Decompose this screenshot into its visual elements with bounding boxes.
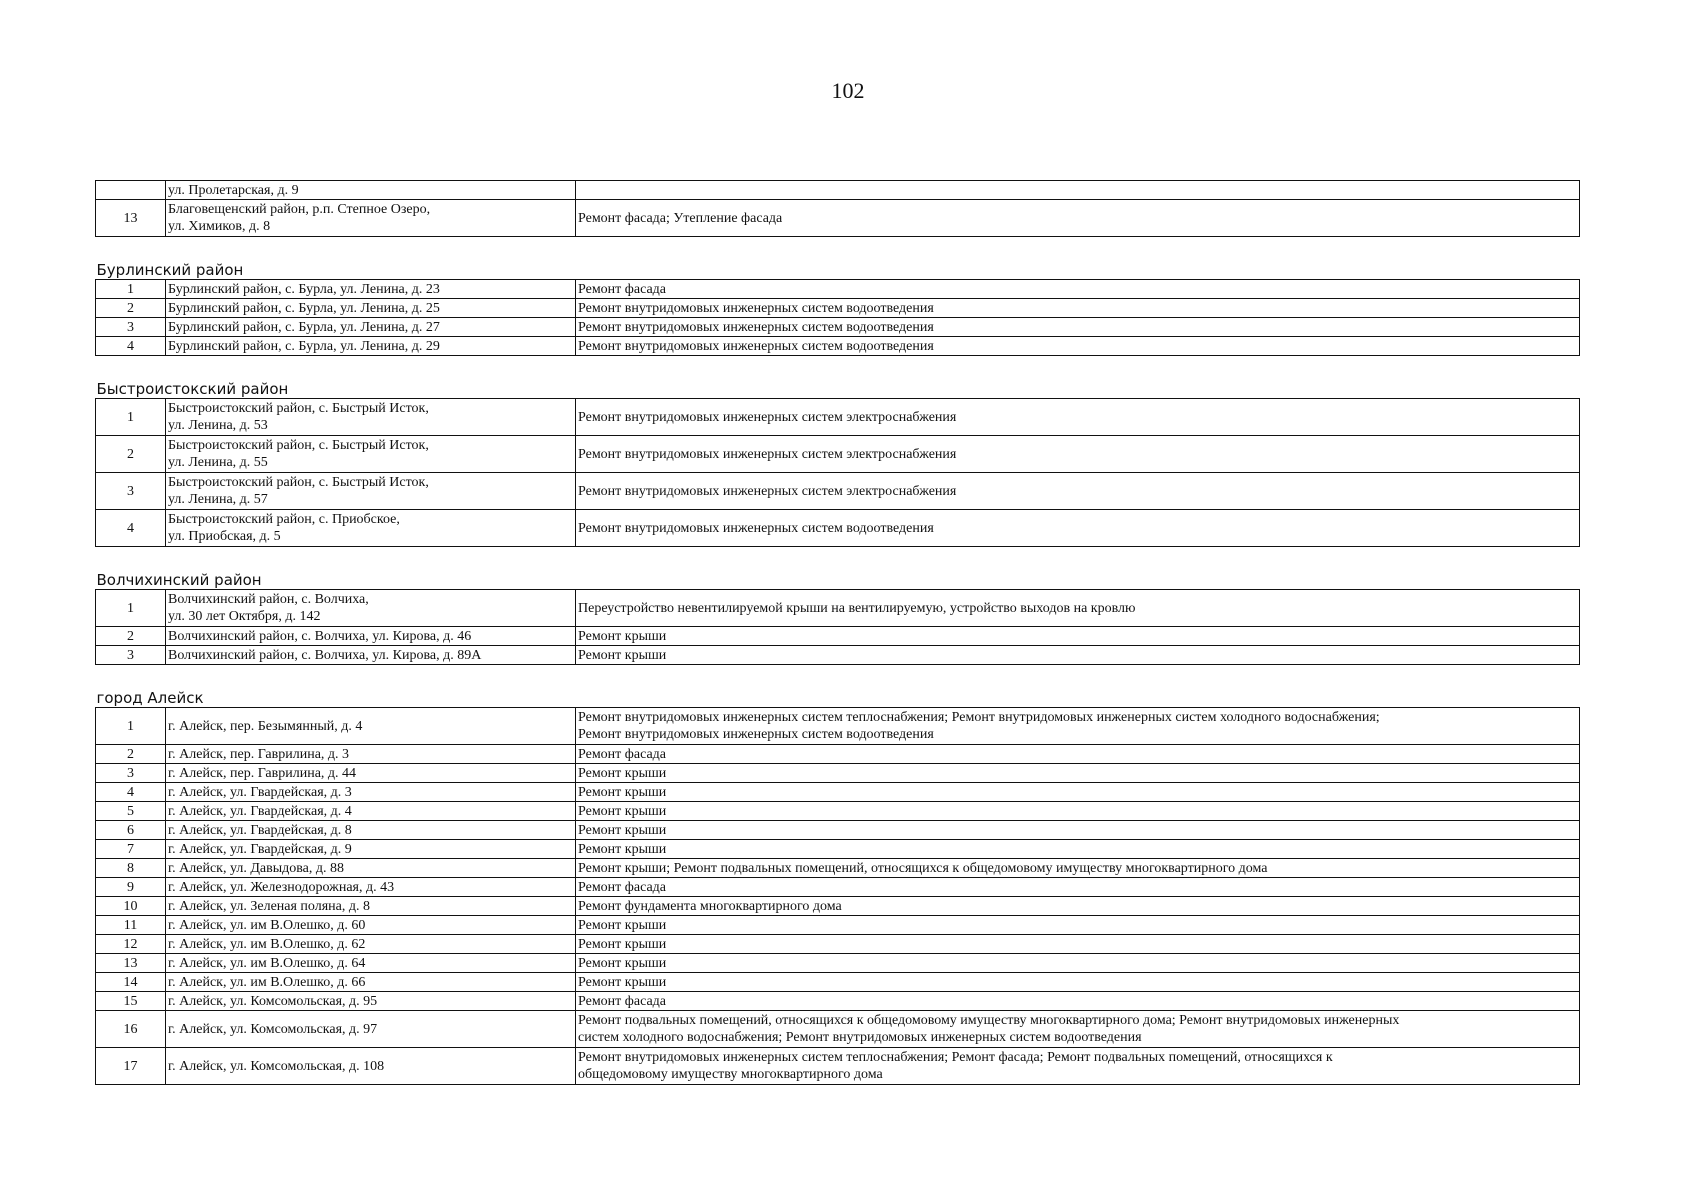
row-number: 3 [96,646,166,665]
row-work-type [576,181,1580,200]
row-number: 12 [96,935,166,954]
row-number: 11 [96,916,166,935]
row-work-type: Ремонт подвальных помещений, относящихся к общедомовому имуществу многоквартирного дома; Ремонт внутридомовых инженерных систем холодного водоснабжения; Ремонт внутридомовых инженерных систем водоотведения [576,1011,1580,1048]
row-work-type: Ремонт крыши [576,840,1580,859]
row-work-type: Ремонт внутридомовых инженерных систем электроснабжения [576,473,1580,510]
table-row [96,473,1580,510]
table-row [96,590,1580,627]
row-number [96,181,166,200]
row-work-type: Ремонт крыши [576,802,1580,821]
row-address: г. Алейск, ул. им В.Олешко, д. 64 [166,954,576,973]
row-number: 1 [96,708,166,745]
row-work-type: Ремонт крыши [576,646,1580,665]
row-address: г. Алейск, пер. Гаврилина, д. 44 [166,764,576,783]
row-address: Бурлинский район, с. Бурла, ул. Ленина, д. 29 [166,337,576,356]
row-work-type: Ремонт внутридомовых инженерных систем водоотведения [576,299,1580,318]
table-row [96,510,1580,547]
row-number: 13 [96,200,166,237]
row-work-type: Ремонт крыши [576,627,1580,646]
row-work-type: Ремонт внутридомовых инженерных систем электроснабжения [576,436,1580,473]
row-work-type: Ремонт крыши [576,935,1580,954]
page-number: 102 [831,78,865,103]
row-number: 1 [96,590,166,627]
row-work-type: Ремонт фасада [576,878,1580,897]
row-work-type: Переустройство невентилируемой крыши на вентилируемую, устройство выходов на кровлю [576,590,1580,627]
row-address: г. Алейск, ул. Комсомольская, д. 97 [166,1011,576,1048]
table-row [96,764,1580,783]
section-heading-row [96,356,1580,399]
row-work-type: Ремонт внутридомовых инженерных систем теплоснабжения; Ремонт фасада; Ремонт подвальных помещений, относящихся к общедомовому имуществу многоквартирного дома [576,1048,1580,1085]
row-number: 13 [96,954,166,973]
table-row [96,318,1580,337]
section-heading-row [96,665,1580,708]
row-number: 1 [96,280,166,299]
row-address: Быстроистокский район, с. Быстрый Исток, ул. Ленина, д. 53 [166,399,576,436]
table-row [96,627,1580,646]
row-address: ул. Пролетарская, д. 9 [166,181,576,200]
row-address: г. Алейск, ул. им В.Олешко, д. 60 [166,916,576,935]
row-work-type: Ремонт крыши [576,916,1580,935]
row-number: 9 [96,878,166,897]
row-address: г. Алейск, ул. Зеленая поляна, д. 8 [166,897,576,916]
row-number: 7 [96,840,166,859]
row-address: Бурлинский район, с. Бурла, ул. Ленина, д. 25 [166,299,576,318]
section-title: Быстроистокский район [96,356,1580,399]
table-row [96,973,1580,992]
table-row [96,337,1580,356]
table-row [96,646,1580,665]
section-title: город Алейск [96,665,1580,708]
row-number: 3 [96,473,166,510]
row-number: 5 [96,802,166,821]
row-address: г. Алейск, ул. Железнодорожная, д. 43 [166,878,576,897]
table-row [96,916,1580,935]
row-work-type: Ремонт крыши [576,973,1580,992]
table-row [96,992,1580,1011]
row-number: 3 [96,764,166,783]
row-number: 3 [96,318,166,337]
repair-list-table [95,180,1580,1085]
row-work-type: Ремонт фасада; Утепление фасада [576,200,1580,237]
row-work-type: Ремонт внутридомовых инженерных систем водоотведения [576,318,1580,337]
row-work-type: Ремонт фасада [576,992,1580,1011]
row-work-type: Ремонт фасада [576,280,1580,299]
row-number: 16 [96,1011,166,1048]
table-row [96,859,1580,878]
row-work-type: Ремонт фасада [576,745,1580,764]
row-number: 2 [96,436,166,473]
row-work-type: Ремонт внутридомовых инженерных систем теплоснабжения; Ремонт внутридомовых инженерных систем холодного водоснабжения; Ремонт внутридомовых инженерных систем водоотведения [576,708,1580,745]
row-address: г. Алейск, ул. им В.Олешко, д. 62 [166,935,576,954]
row-address: Волчихинский район, с. Волчиха, ул. 30 лет Октября, д. 142 [166,590,576,627]
table-row [96,181,1580,200]
table-row [96,878,1580,897]
row-number: 2 [96,627,166,646]
row-address: г. Алейск, ул. Гвардейская, д. 4 [166,802,576,821]
row-address: Быстроистокский район, с. Приобское, ул. Приобская, д. 5 [166,510,576,547]
row-address: Быстроистокский район, с. Быстрый Исток, ул. Ленина, д. 57 [166,473,576,510]
table-row [96,1048,1580,1085]
row-work-type: Ремонт крыши; Ремонт подвальных помещений, относящихся к общедомовому имуществу многоквартирного дома [576,859,1580,878]
row-address: г. Алейск, ул. Гвардейская, д. 3 [166,783,576,802]
row-number: 2 [96,745,166,764]
row-number: 10 [96,897,166,916]
table-row [96,745,1580,764]
row-number: 17 [96,1048,166,1085]
row-work-type: Ремонт фундамента многоквартирного дома [576,897,1580,916]
row-work-type: Ремонт внутридомовых инженерных систем водоотведения [576,510,1580,547]
row-address: Быстроистокский район, с. Быстрый Исток, ул. Ленина, д. 55 [166,436,576,473]
table-row [96,954,1580,973]
row-address: г. Алейск, пер. Безымянный, д. 4 [166,708,576,745]
row-address: Волчихинский район, с. Волчиха, ул. Кирова, д. 89А [166,646,576,665]
table-row [96,840,1580,859]
table-body [96,181,1580,1085]
row-number: 4 [96,337,166,356]
row-work-type: Ремонт внутридомовых инженерных систем водоотведения [576,337,1580,356]
row-number: 4 [96,510,166,547]
row-number: 8 [96,859,166,878]
row-work-type: Ремонт внутридомовых инженерных систем электроснабжения [576,399,1580,436]
section-title: Бурлинский район [96,237,1580,280]
table-row [96,436,1580,473]
row-address: Бурлинский район, с. Бурла, ул. Ленина, д. 23 [166,280,576,299]
table-row [96,280,1580,299]
row-address: Бурлинский район, с. Бурла, ул. Ленина, д. 27 [166,318,576,337]
row-work-type: Ремонт крыши [576,783,1580,802]
row-address: г. Алейск, ул. Гвардейская, д. 8 [166,821,576,840]
row-number: 14 [96,973,166,992]
row-address: г. Алейск, ул. Комсомольская, д. 108 [166,1048,576,1085]
row-number: 6 [96,821,166,840]
row-address: г. Алейск, пер. Гаврилина, д. 3 [166,745,576,764]
table-row [96,299,1580,318]
row-number: 15 [96,992,166,1011]
row-address: г. Алейск, ул. Гвардейская, д. 9 [166,840,576,859]
table-row [96,1011,1580,1048]
table-row [96,200,1580,237]
row-address: г. Алейск, ул. им В.Олешко, д. 66 [166,973,576,992]
row-number: 4 [96,783,166,802]
row-address: Благовещенский район, р.п. Степное Озеро, ул. Химиков, д. 8 [166,200,576,237]
table-row [96,935,1580,954]
section-title: Волчихинский район [96,547,1580,590]
section-heading-row [96,547,1580,590]
row-address: Волчихинский район, с. Волчиха, ул. Кирова, д. 46 [166,627,576,646]
row-work-type: Ремонт крыши [576,954,1580,973]
table-row [96,708,1580,745]
table-row [96,399,1580,436]
section-heading-row [96,237,1580,280]
row-number: 2 [96,299,166,318]
row-address: г. Алейск, ул. Давыдова, д. 88 [166,859,576,878]
table-row [96,897,1580,916]
row-number: 1 [96,399,166,436]
table-row [96,802,1580,821]
table-row [96,783,1580,802]
table-row [96,821,1580,840]
row-work-type: Ремонт крыши [576,764,1580,783]
row-address: г. Алейск, ул. Комсомольская, д. 95 [166,992,576,1011]
row-work-type: Ремонт крыши [576,821,1580,840]
